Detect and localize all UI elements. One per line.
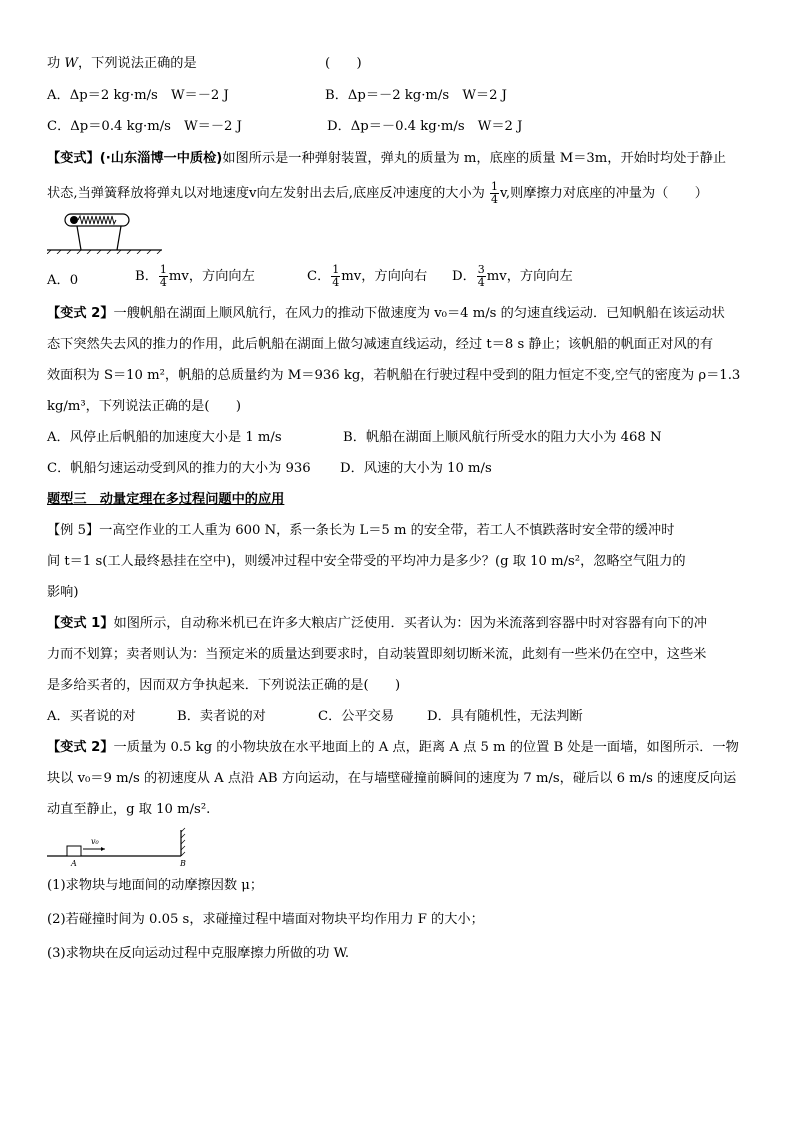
option-c-text: mv，方向向右 — [341, 269, 428, 284]
example5-line-3: 影响) — [47, 585, 79, 600]
fraction-one-quarter-b — [159, 264, 168, 289]
fraction-numerator: 1 — [332, 263, 340, 276]
fraction-numerator: 3 — [477, 263, 485, 276]
variant-block-line-1 — [47, 739, 739, 757]
sailboat-option-d: D．风速的大小为 10 m/s — [340, 461, 492, 476]
launcher-option-b — [135, 264, 255, 289]
section-title: 题型三 动量定理在多过程问题中的应用 — [47, 492, 285, 507]
prev-option-a: A．Δp＝2 kg·m/s W＝－2 J — [47, 88, 229, 103]
example-tag: 【例 5】 — [47, 523, 100, 538]
rice-option-b: B．卖者说的对 — [177, 709, 266, 724]
variant-launcher-text-2a: 状态,当弹簧释放将弹丸以对地速度v向左发射出去后,底座反冲速度的大小为 — [47, 186, 485, 201]
fraction-one-quarter — [490, 181, 499, 206]
fraction-one-quarter-c — [331, 264, 340, 289]
rice-option-a: A．买者说的对 — [47, 709, 136, 724]
block-question-1: (1)求物块与地面间的动摩擦因数 μ； — [47, 878, 264, 893]
launcher-option-a: A．0 — [47, 273, 79, 288]
variant-sailboat-line-2: 态下突然失去风的推力的作用，此后帆船在湖面上做匀减速直线运动，经过 t＝8 s 静止；该帆船的帆面正对风的有 — [47, 337, 714, 352]
variant-block-text-1: 一质量为 0.5 kg 的小物块放在水平地面上的 A 点，距离 A 点 5 m 的位置 B 处是一面墙，如图所示．一物 — [113, 740, 739, 755]
rice-option-c: C．公平交易 — [318, 709, 395, 724]
variant-block-line-3: 动直至静止，g 取 10 m/s². — [47, 802, 211, 817]
variant-launcher-text-2b: v,则摩擦力对底座的冲量为（ ） — [500, 186, 708, 201]
option-d-label: D． — [452, 269, 476, 284]
variant-tag: 【变式 1】 — [47, 616, 114, 631]
figure-label-b: B — [180, 859, 186, 868]
variant-tag: 【变式】(·山东淄博一中质检) — [47, 151, 223, 166]
launcher-option-c — [307, 264, 427, 289]
fraction-denominator: 4 — [159, 276, 167, 289]
option-b-label: B． — [135, 269, 158, 284]
fraction-numerator: 1 — [159, 263, 167, 276]
figure-label-a: A — [71, 859, 77, 868]
example5-line-1 — [47, 522, 674, 540]
sailboat-option-a: A．风停止后帆船的加速度大小是 1 m/s — [47, 430, 282, 445]
variant-rice-line-2: 力而不划算；卖者则认为：当预定米的质量达到要求时，自动装置即刻切断米流，此刻有一些米仍在空中，这些米 — [47, 647, 707, 662]
sailboat-option-b: B．帆船在湖面上顺风航行所受水的阻力大小为 468 N — [343, 430, 662, 445]
variant-tag: 【变式 2】 — [47, 306, 114, 321]
fraction-denominator: 4 — [491, 193, 499, 206]
variant-rice-line-1 — [47, 615, 707, 633]
fraction-denominator: 4 — [477, 276, 485, 289]
variant-rice-line-3: 是多给买者的，因而双方争执起来．下列说法正确的是( ) — [47, 678, 401, 693]
example5-line-2: 间 t＝1 s(工人最终悬挂在空中)，则缓冲过程中安全带受的平均冲力是多少？(g 取 10 m/s²，忽略空气阻力的 — [47, 554, 686, 569]
prev-option-c: C．Δp＝0.4 kg·m/s W＝－2 J — [47, 119, 242, 134]
variant-sailboat-line-1 — [47, 305, 725, 323]
variant-launcher-line-1 — [47, 150, 726, 168]
option-d-text: mv，方向向左 — [486, 269, 573, 284]
figure-label-v0: v₀ — [91, 837, 99, 846]
variant-sailboat-text-1: 一艘帆船在湖面上顺风航行，在风力的推动下做速度为 v₀＝4 m/s 的匀速直线运动．已知帆船在该运动状 — [113, 306, 725, 321]
option-b-text: mv，方向向左 — [168, 269, 255, 284]
sailboat-option-c: C．帆船匀速运动受到风的推力的大小为 936 — [47, 461, 311, 476]
launcher-figure — [47, 206, 167, 254]
prev-option-b: B．Δp＝－2 kg·m/s W＝2 J — [325, 88, 507, 103]
prev-question-text: 功 — [47, 56, 61, 71]
example5-text-1: 一高空作业的工人重为 600 N，系一条长为 L＝5 m 的安全带，若工人不慎跌落时安全带的缓冲时 — [99, 523, 675, 538]
block-wall-figure — [47, 826, 192, 870]
fraction-numerator: 1 — [491, 180, 499, 193]
variant-block-line-2: 块以 v₀＝9 m/s 的初速度从 A 点沿 AB 方向运动，在与墙壁碰撞前瞬间的速度为 7 m/s，碰后以 6 m/s 的速度反向运 — [47, 771, 737, 786]
variant-tag: 【变式 2】 — [47, 740, 114, 755]
variant-launcher-line-2 — [47, 181, 708, 206]
block-question-3: (3)求物块在反向运动过程中克服摩擦力所做的功 W. — [47, 946, 350, 961]
fraction-three-quarters — [477, 264, 486, 289]
prev-option-d: D．Δp＝－0.4 kg·m/s W＝2 J — [327, 119, 523, 134]
rice-option-d: D．具有随机性，无法判断 — [427, 709, 583, 724]
launcher-option-d — [452, 264, 573, 289]
prev-question-paren: ( ) — [325, 56, 362, 71]
block-question-2: (2)若碰撞时间为 0.05 s，求碰撞过程中墙面对物块平均作用力 F 的大小； — [47, 912, 484, 927]
fraction-denominator: 4 — [332, 276, 340, 289]
variant-sailboat-line-4: kg/m³，下列说法正确的是( ) — [47, 399, 242, 414]
prev-question-text-2: ，下列说法正确的是 — [77, 56, 197, 71]
prev-question-line — [47, 55, 197, 73]
option-c-label: C． — [307, 269, 331, 284]
prev-question-var: W — [64, 56, 78, 71]
variant-sailboat-line-3: 效面积为 S＝10 m²，帆船的总质量约为 M＝936 kg，若帆船在行驶过程中受到的阻力恒定不变,空气的密度为 ρ＝1.3 — [47, 368, 741, 383]
variant-launcher-text-1: 如图所示是一种弹射装置，弹丸的质量为 m，底座的质量 M＝3m，开始时均处于静止 — [222, 151, 726, 166]
variant-rice-text-1: 如图所示，自动称米机已在许多大粮店广泛使用．买者认为：因为米流落到容器中时对容器有向下的冲 — [113, 616, 707, 631]
